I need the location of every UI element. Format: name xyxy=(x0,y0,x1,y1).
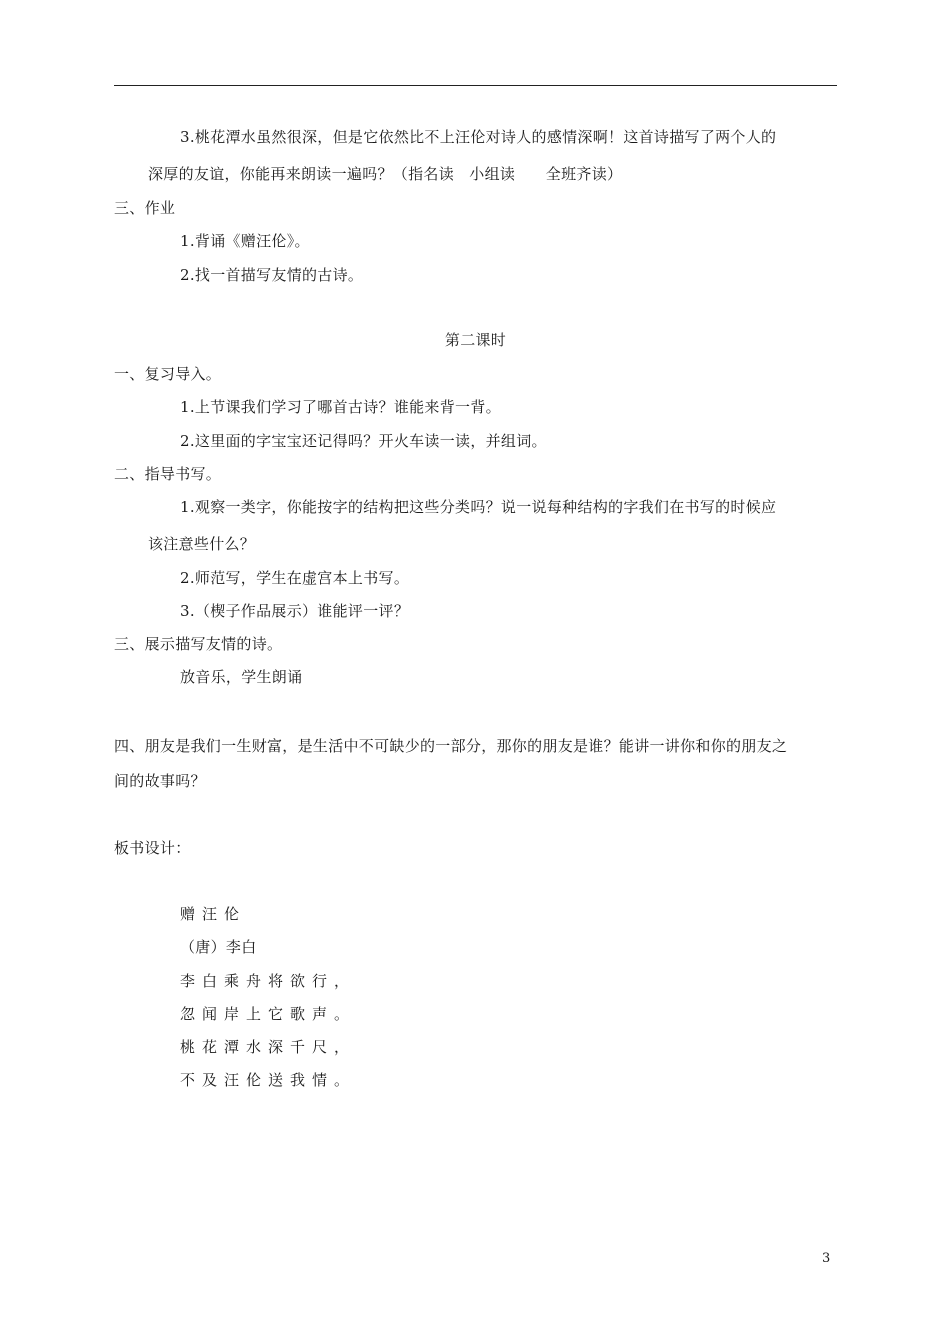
lesson1-item3-line1: 3.桃花潭水虽然很深，但是它依然比不上汪伦对诗人的感情深啊！这首诗描写了两个人的 xyxy=(180,128,777,146)
writing-item-2: 2.师范写，学生在虚宫本上书写。 xyxy=(180,569,410,587)
friends-line1: 四、朋友是我们一生财富，是生活中不可缺少的一部分，那你的朋友是谁？能讲一讲你和你的朋友之 xyxy=(114,737,788,755)
writing-item-1-line2: 该注意些什么？ xyxy=(148,535,256,553)
board-verse-3: 桃花潭水深千尺， xyxy=(180,1038,357,1056)
show-heading: 三、展示描写友情的诗。 xyxy=(114,635,283,653)
header-rule xyxy=(114,85,837,86)
review-item-2: 2.这里面的字宝宝还记得吗？开火车读一读，并组词。 xyxy=(180,432,547,450)
review-item-1: 1.上节课我们学习了哪首古诗？谁能来背一背。 xyxy=(180,398,501,416)
homework-item-2: 2.找一首描写友情的古诗。 xyxy=(180,266,364,284)
writing-item-1-line1: 1.观察一类字，你能按字的结构把这些分类吗？说一说每种结构的字我们在书写的时候应 xyxy=(180,498,777,516)
review-heading: 一、复习导入。 xyxy=(114,365,222,383)
board-verse-1: 李白乘舟将欲行， xyxy=(180,972,357,990)
writing-item-3: 3.（楔子作品展示）谁能评一评？ xyxy=(180,602,410,620)
board-heading: 板书设计： xyxy=(114,839,191,857)
lesson2-title: 第二课时 xyxy=(444,331,507,349)
board-poem-title: 赠汪伦 xyxy=(180,905,247,923)
show-text: 放音乐，学生朗诵 xyxy=(180,668,303,686)
board-author: （唐）李白 xyxy=(180,938,257,956)
page-number: 3 xyxy=(822,1251,831,1266)
writing-heading: 二、指导书写。 xyxy=(114,465,222,483)
friends-line2: 间的故事吗？ xyxy=(114,772,206,790)
board-verse-2: 忽闻岸上它歌声。 xyxy=(180,1005,357,1023)
board-verse-4: 不及汪伦送我情。 xyxy=(180,1071,357,1089)
homework-heading: 三、作业 xyxy=(114,199,176,217)
lesson1-item3-line2: 深厚的友谊，你能再来朗读一遍吗？（指名读 小组读 全班齐读） xyxy=(148,165,623,183)
homework-item-1: 1.背诵《赠汪伦》。 xyxy=(180,232,310,250)
